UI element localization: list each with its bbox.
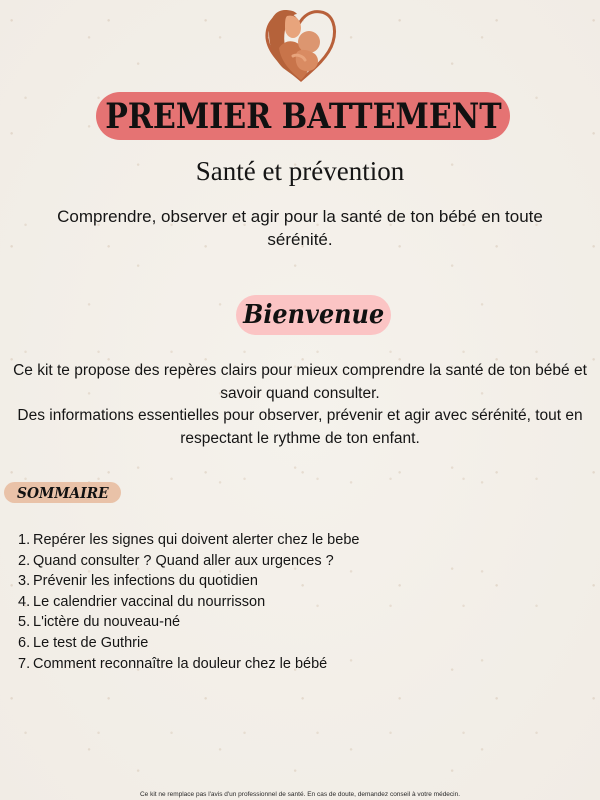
welcome-heading: Bienvenue xyxy=(242,300,385,330)
summary-item-label: Comment reconnaître la douleur chez le bébé xyxy=(33,655,328,672)
summary-item-number: 2. xyxy=(18,552,31,569)
summary-item[interactable] xyxy=(18,571,359,592)
footer-disclaimer: Ce kit ne remplace pas l'avis d'un professionnel de santé. En cas de doute, demandez conseil à votre médecin. xyxy=(139,791,461,798)
summary-item-label: Repérer les signes qui doivent alerter chez le bebe xyxy=(33,532,360,548)
summary-item[interactable] xyxy=(18,592,359,613)
summary-list xyxy=(18,530,359,674)
summary-item-label: Le test de Guthrie xyxy=(33,634,149,651)
subtitle: Santé et prévention xyxy=(195,156,405,186)
summary-heading: SOMMAIRE xyxy=(16,483,109,502)
intro-paragraph: Ce kit te propose des repères clairs pour mieux comprendre la santé de ton bébé et savoir quand consulter. xyxy=(13,362,587,402)
summary-item-label: L'ictère du nouveau-né xyxy=(33,614,181,631)
page-title: PREMIER BATTEMENT xyxy=(104,95,502,137)
summary-item[interactable] xyxy=(18,551,359,572)
summary-item-number: 6. xyxy=(18,634,31,651)
summary-item[interactable] xyxy=(18,612,359,633)
summary-item[interactable] xyxy=(18,633,359,654)
intro-paragraph: Des informations essentielles pour observer, prévenir et agir avec sérénité, tout en respectant le rythme de ton enfant. xyxy=(17,407,583,447)
intro-text xyxy=(0,360,600,450)
summary-item[interactable] xyxy=(18,530,359,551)
summary-item-label: Le calendrier vaccinal du nourrisson xyxy=(33,593,266,610)
summary-item[interactable] xyxy=(18,654,359,675)
summary-banner xyxy=(4,482,121,503)
mother-and-baby-heart-icon xyxy=(257,2,343,84)
title-banner xyxy=(96,92,510,140)
summary-item-label: Prévenir les infections du quotidien xyxy=(33,573,258,590)
summary-item-number: 3. xyxy=(18,573,31,590)
welcome-banner xyxy=(236,295,391,335)
summary-item-number: 5. xyxy=(18,614,31,631)
summary-item-number: 4. xyxy=(18,593,31,610)
tagline: Comprendre, observer et agir pour la santé de ton bébé en toute sérénité. xyxy=(57,207,543,249)
summary-item-number: 7. xyxy=(18,655,31,672)
summary-item-number: 1. xyxy=(18,532,31,548)
summary-item-label: Quand consulter ? Quand aller aux urgences ? xyxy=(33,552,334,569)
